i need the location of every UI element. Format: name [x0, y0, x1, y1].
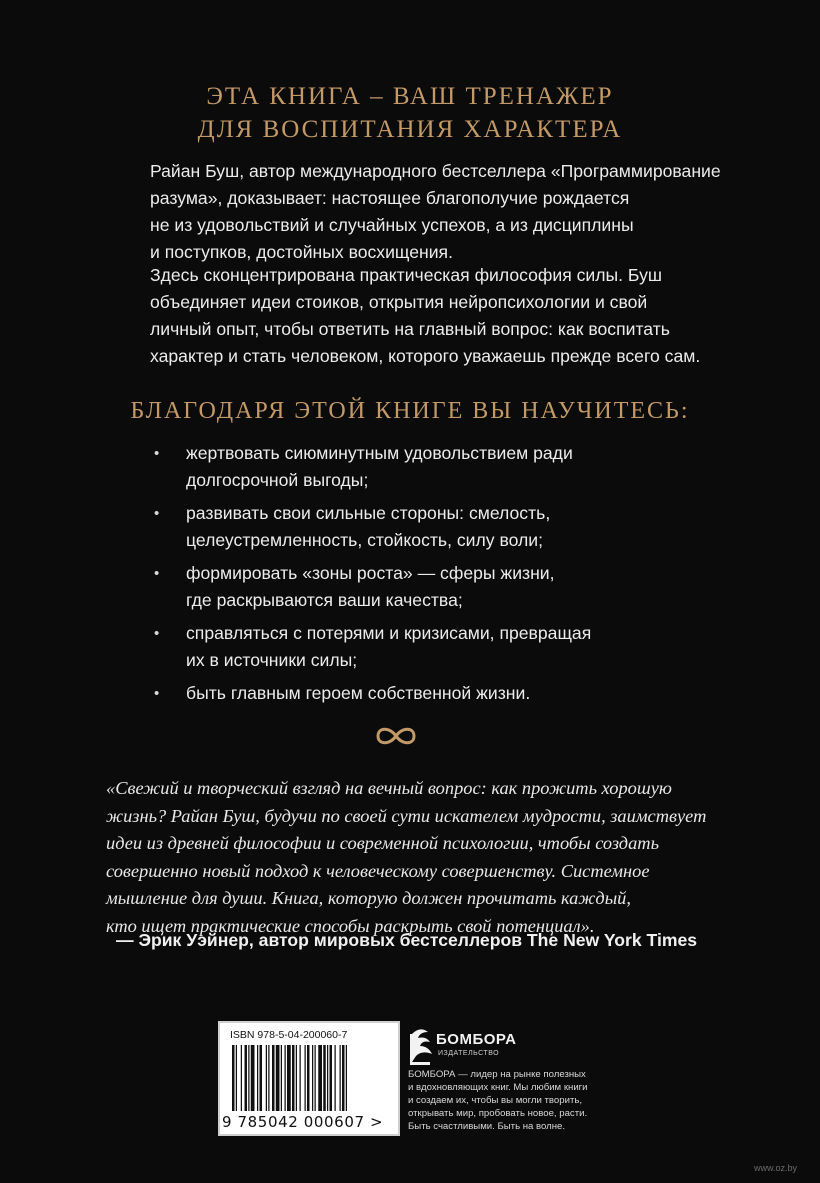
barcode-digits: 9 785042 000607 > [222, 1113, 384, 1131]
paragraph-line: и поступков, достойных восхищения. [150, 242, 453, 262]
heading-learn: БЛАГОДАРЯ ЭТОЙ КНИГЕ ВЫ НАУЧИТЕСЬ: [130, 398, 690, 424]
philosophy-paragraph [150, 262, 750, 370]
blurb-line: и вдохновляющих книг. Мы любим книги [408, 1082, 588, 1093]
quote-line: «Свежий и творческий взгляд на вечный вопрос: как прожить хорошую [106, 778, 672, 798]
bullet-icon: • [154, 505, 160, 522]
list-item [150, 620, 710, 674]
infinity-icon [373, 723, 419, 749]
benefits-list [150, 440, 710, 713]
list-item [150, 560, 710, 614]
quote-attribution: — Эрик Уэйнер, автор мировых бестселлеров The New York Times [116, 930, 698, 950]
list-item [150, 500, 710, 554]
quote-line: совершенно новый подход к человеческому совершенству. Системное [106, 860, 650, 881]
intro-paragraph [150, 158, 750, 266]
list-item-line: где раскрываются ваши качества; [186, 590, 463, 610]
list-item-line: их в источники силы; [186, 650, 358, 670]
list-item [150, 440, 710, 494]
quote-line: кто ищет практические способы раскрыть свой потенциал». [106, 915, 595, 936]
bullet-icon: • [154, 685, 160, 702]
quote-line: мышление для души. Книга, которую должен прочитать каждый, [106, 888, 631, 908]
publisher-name: БОМБОРА [436, 1031, 517, 1048]
heading-main-line: ДЛЯ ВОСПИТАНИЯ ХАРАКТЕРА [197, 116, 623, 143]
paragraph-line: личный опыт, чтобы ответить на главный вопрос: как воспитать [150, 319, 670, 339]
list-item-line: формировать «зоны роста» — сферы жизни, [186, 563, 555, 583]
bullet-icon: • [154, 445, 160, 462]
bullet-icon: • [154, 625, 160, 642]
paragraph-line: Здесь сконцентрирована практическая философия силы. Буш [150, 265, 663, 285]
list-item-line: жертвовать сиюминутным удовольствием ради [186, 443, 573, 463]
list-item-line: быть главным героем собственной жизни. [186, 683, 531, 703]
watermark: www.oz.by [754, 1163, 798, 1173]
paragraph-line: Райан Буш, автор международного бестселлера «Программирование [150, 161, 721, 181]
publisher-logo [408, 1026, 523, 1066]
quote-line: жизнь? Райан Буш, будучи по своей сути искателем мудрости, заимствует [106, 805, 707, 826]
quote-line: идеи из древней философии и современной психологии, чтобы создать [106, 833, 659, 853]
blurb-line: открывать мир, пробовать новое, расти. [408, 1108, 588, 1119]
list-item [150, 680, 710, 707]
bullet-icon: • [154, 565, 160, 582]
isbn-label: ISBN 978-5-04-200060-7 [230, 1029, 348, 1041]
blurb-line: БОМБОРА — лидер на рынке полезных [408, 1069, 586, 1080]
paragraph-line: не из удовольствий и случайных успехов, а из дисциплины [150, 215, 634, 235]
list-item-line: развивать свои сильные стороны: смелость, [186, 503, 551, 523]
list-item-line: долгосрочной выгоды; [186, 470, 369, 490]
paragraph-line: разума», доказывает: настоящее благополучие рождается [150, 188, 630, 208]
publisher-subtitle: ИЗДАТЕЛЬСТВО [438, 1050, 500, 1057]
publisher-blurb [408, 1068, 598, 1133]
heading-main-line: ЭТА КНИГА – ВАШ ТРЕНАЖЕР [206, 83, 614, 110]
list-item-line: справляться с потерями и кризисами, превращая [186, 623, 592, 643]
paragraph-line: характер и стать человеком, которого уважаешь прежде всего сам. [150, 346, 701, 366]
list-item-line: целеустремленность, стойкость, силу воли; [186, 530, 543, 550]
bombora-wave-icon [408, 1026, 434, 1066]
review-quote [106, 775, 726, 940]
blurb-line: Быть счастливыми. Быть на волне. [408, 1121, 566, 1132]
heading-main [0, 80, 820, 146]
isbn-barcode [218, 1021, 400, 1136]
paragraph-line: объединяет идеи стоиков, открытия нейропсихологии и свой [150, 292, 648, 312]
barcode-bars-icon [232, 1045, 388, 1111]
blurb-line: и создаем их, чтобы вы могли творить, [408, 1095, 583, 1106]
